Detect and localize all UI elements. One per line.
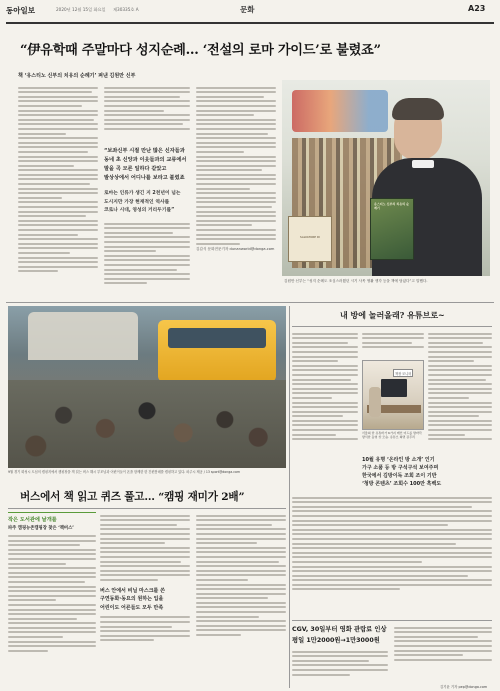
mid-quote-line: 어린이도 어른들도 모두 만족 — [100, 604, 164, 611]
inset-line: ‘청방 콘텐츠’ 조회수 100만 흑백도 — [362, 481, 442, 487]
masthead-issue: 제30335호 A — [113, 7, 139, 12]
top-headline: “伊유학때 주말마다 성지순례… ‘전설의 로마 가이드’로 불렸죠” — [20, 43, 381, 58]
church-sign — [288, 216, 332, 262]
cgv-body — [292, 648, 388, 688]
book-cover — [370, 198, 414, 260]
pullquote-2 — [104, 190, 194, 216]
inset-line: 한국에서 김방이독 조회 조이 기반 — [362, 473, 437, 479]
banner-graphic — [292, 90, 388, 132]
book-sign-text: SALVATORE DI — [300, 235, 320, 239]
top-story-col-2b — [104, 220, 190, 298]
right-headline: 내 방에 놀러올래? 유튜브로~ — [340, 310, 445, 320]
right-inset-headline — [362, 456, 492, 488]
masthead-date: 2020년 12월 15일 화요일 — [56, 7, 106, 12]
bus-window — [168, 328, 266, 348]
priest-collar — [412, 160, 434, 168]
top-story-col-1 — [18, 84, 98, 298]
masthead-bar — [0, 0, 500, 22]
cgv-body-2 — [394, 624, 492, 682]
middle-col-2 — [100, 512, 190, 688]
inset-line: 10월 유명 ‘온라인 방 소개’ 인기 — [362, 457, 435, 463]
author-email: 김갑식 문화전문기자 dunanworld@donga.com — [196, 247, 275, 252]
top-bottom-rule — [6, 302, 494, 303]
top-story-col-3 — [196, 84, 276, 298]
mid-quote-line: 구연동화·동요의 원하는 입을 — [100, 596, 164, 603]
priest-photo — [282, 80, 490, 276]
priest-photo-caption: 김원만 신부는 “성지 순례도 조심스러웠던 시기 사목 생활 생각 등을 책에 담았다”고 말했다. — [284, 279, 428, 283]
paper-name: 동아일보 — [6, 6, 35, 15]
sidebar-box — [8, 512, 96, 688]
middle-headline: 버스에서 책 읽고 퀴즈 풀고… “캠핑 재미가 2배” — [20, 491, 245, 503]
middle-col-3 — [196, 512, 286, 688]
tent-graphic — [28, 312, 138, 360]
sidebar-body — [8, 535, 96, 652]
top-story-col-2 — [104, 84, 190, 138]
section-label: 문화 — [240, 5, 255, 14]
right-bottom-rule — [292, 620, 492, 621]
pullquote-line: 동네 초 신앙과 이웃들과의 교류에서 — [104, 157, 187, 163]
vertical-rule — [289, 306, 290, 688]
cgv-headline: CGV, 30일부터 영화 관람료 인상 — [292, 626, 387, 633]
cgv-author: 김기윤 기자 pep@donga.com — [440, 685, 488, 689]
pullquote-line: 말을 곡 모른 일하다 같았고 — [104, 166, 167, 172]
chair-graphic — [369, 387, 381, 417]
masthead-rule — [6, 22, 494, 24]
right-col-2 — [362, 330, 424, 360]
camping-bus-photo — [8, 306, 286, 468]
top-subhead: 책 ‘유스티노 신부의 치유의 순례기’ 펴낸 김원만 신부 — [18, 73, 136, 79]
right-col-1 — [292, 330, 358, 476]
youtuber-room-photo — [362, 360, 424, 430]
cgv-subhead: 평일 1만2000원→1만3000원 — [292, 637, 380, 644]
right-headline-rule — [292, 326, 492, 327]
pullquote-line: 발상상에서 어디나를 보라고 불렀죠 — [104, 175, 185, 181]
right-col-3 — [428, 330, 492, 476]
mid-quote-line: 버스 안에서 비닐 마스크를 쓴 — [100, 587, 165, 594]
inset-line: 가구 소품 등 방 구석구석 보여주며 — [362, 465, 439, 471]
priest-hair — [392, 98, 444, 120]
sidebar-title: 작은 도서관에 날개를 — [8, 517, 57, 523]
youtuber-photo-caption: 서울의 한 유튜버가 6가지 메인 미드를 방바닥 방식한 동영 상 모습. 유튜브 화면 갈무리 — [362, 431, 422, 439]
bookshelf-label: 책장 모니터 — [393, 369, 413, 377]
pullquote-line: 도시지만 가장 현재적인 역사를 — [104, 199, 170, 205]
crowd-graphic — [8, 380, 286, 468]
book-cover-title: 유스티노 신부의 치유의 순례기 — [374, 202, 410, 210]
pullquote-line: 코로나 시대, 영성의 거리두기를” — [104, 208, 175, 213]
sidebar-subtitle: 파주 캠핑뉴존캠핑장 찾은 ‘책버스’ — [8, 526, 74, 531]
monitor-graphic — [381, 379, 407, 397]
camping-photo-caption: 9월 경기 화성시 도심의 캠핑지에서 캠핑장을 책 읽는 버스 해시 부모님과 어린이들이 폰을 함께한 한 간편봉매를 캠핑하고 있다. 파주시 제공 / 13 sport@donga.com — [8, 470, 241, 474]
pullquote-line: 로마는 인류가 생긴 지 2천년이 넘는 — [104, 191, 181, 196]
pullquote — [104, 147, 194, 183]
pullquote-line: “보좌신부 시절 만난 많은 신자들과 — [104, 148, 185, 154]
right-lower-text — [292, 494, 492, 622]
middle-headline-rule — [8, 508, 286, 509]
page-number: A23 — [468, 4, 486, 13]
